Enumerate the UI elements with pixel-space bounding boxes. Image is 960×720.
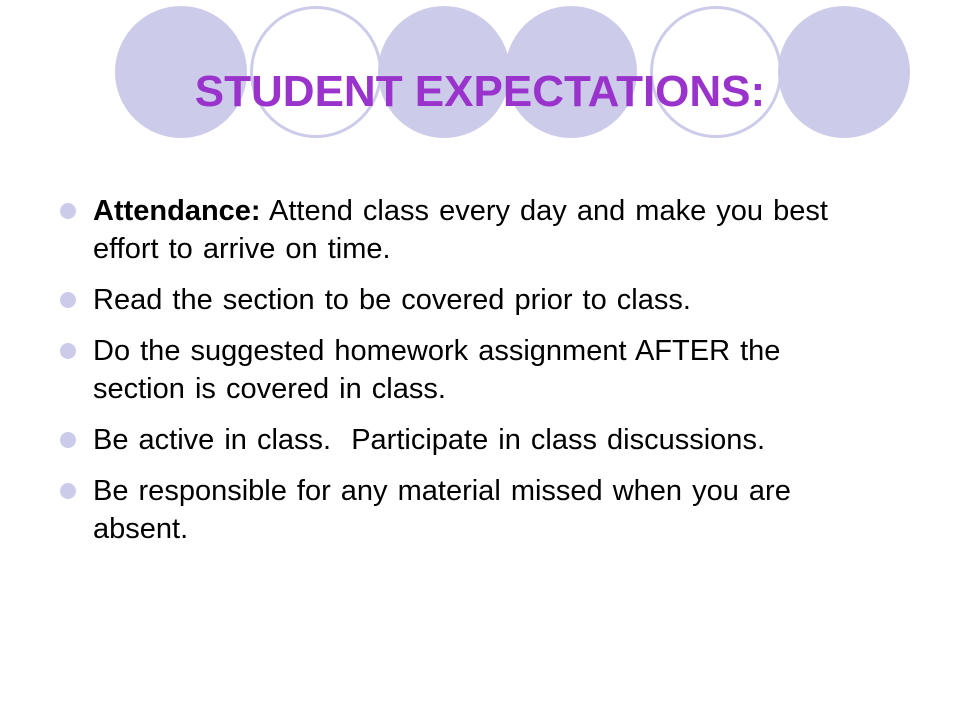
bullet-text: Do the suggested homework assignment AFTER the section is covered in class. [93, 335, 781, 405]
bullet-dot-icon [60, 292, 76, 308]
bullet-lead: Attendance: [93, 195, 261, 227]
bullet-dot-icon [60, 483, 76, 499]
bullet-list [60, 192, 860, 561]
bullet-text: Attend class every day and make you best effort to arrive on time. [93, 195, 828, 265]
bullet-item [60, 332, 860, 408]
bullet-dot-icon [60, 203, 76, 219]
bullet-item [60, 472, 860, 548]
bullet-item [60, 421, 860, 459]
bullet-text: Read the section to be covered prior to class. [93, 284, 691, 316]
bullet-item [60, 281, 860, 319]
slide-title: STUDENT EXPECTATIONS: [194, 67, 766, 116]
bullet-text: Be responsible for any material missed when you are absent. [93, 475, 791, 545]
bullet-dot-icon [60, 432, 76, 448]
bullet-dot-icon [60, 343, 76, 359]
bullet-item [60, 192, 860, 268]
bullet-text: Be active in class. Participate in class discussions. [93, 424, 765, 456]
